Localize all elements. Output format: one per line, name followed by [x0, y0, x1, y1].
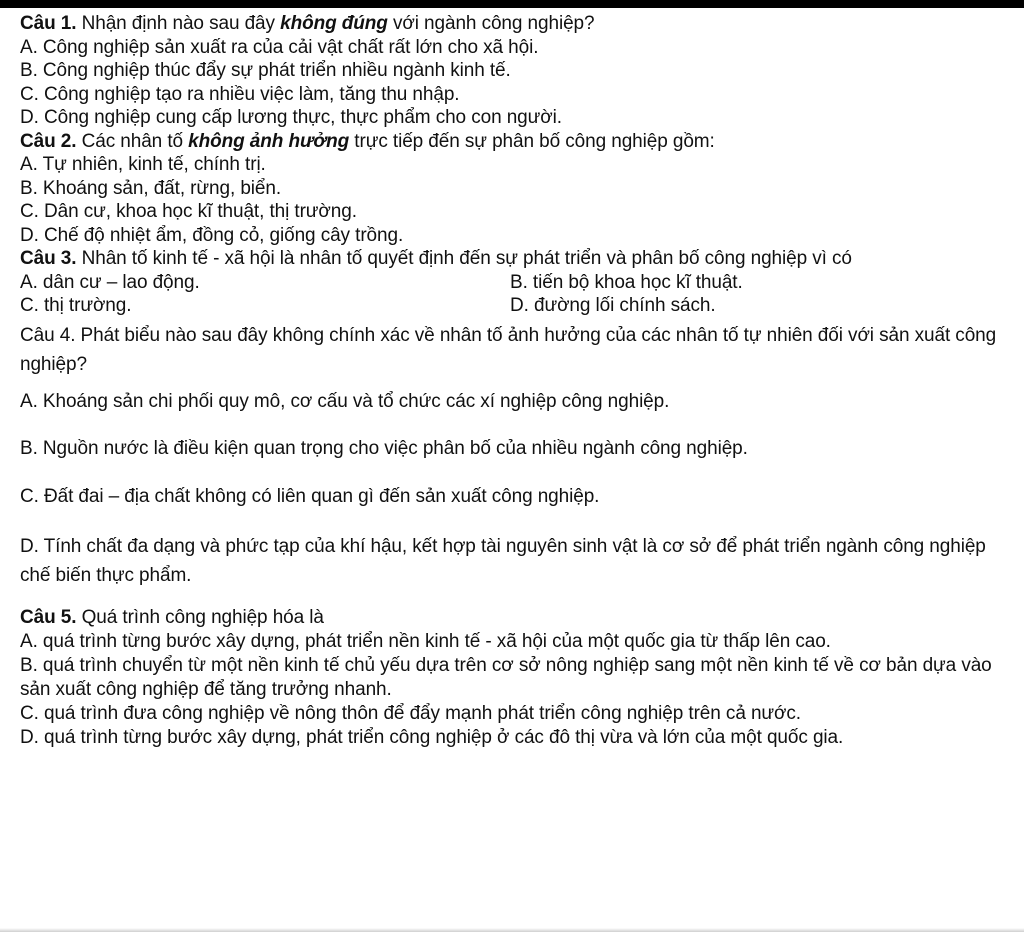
q3-option-b: B. tiến bộ khoa học kĩ thuật. — [510, 271, 743, 293]
q1-option-d: D. Công nghiệp cung cấp lương thực, thực phẩm cho con người. — [20, 107, 562, 128]
q4-option-a: A. Khoáng sản chi phối quy mô, cơ cấu và tổ chức các xí nghiệp công nghiệp. — [20, 390, 670, 412]
q3-option-c: C. thị trường. — [20, 295, 132, 316]
q1-option-b: B. Công nghiệp thúc đẩy sự phát triển nhiều ngành kinh tế. — [20, 60, 511, 81]
q1-option-c: C. Công nghiệp tạo ra nhiều việc làm, tăng thu nhập. — [20, 83, 460, 105]
bottom-edge — [0, 928, 1024, 932]
q3-option-a: A. dân cư – lao động. — [20, 271, 200, 293]
q2-option-c: C. Dân cư, khoa học kĩ thuật, thị trường. — [20, 201, 357, 222]
q3-stem — [20, 247, 1020, 271]
q3-option-d: D. đường lối chính sách. — [510, 295, 716, 316]
q2-stem-text-2: trực tiếp đến sự phân bố công nghiệp gồm: — [349, 130, 715, 152]
q3-stem-text: Nhân tố kinh tế - xã hội là nhân tố quyết định đến sự phát triển và phân bố công nghiệp vì có — [76, 248, 852, 269]
worksheet-page — [20, 12, 1020, 750]
q2-stem — [20, 130, 1020, 154]
q4-option-b: B. Nguồn nước là điều kiện quan trọng cho việc phân bố của nhiều ngành công nghiệp. — [20, 438, 748, 459]
q2-stem-text-1: Các nhân tố — [76, 130, 189, 152]
q4-option-c: C. Đất đai – địa chất không có liên quan gì đến sản xuất công nghiệp. — [20, 485, 600, 507]
q5-option-d: D. quá trình từng bước xây dựng, phát triển công nghiệp ở các đô thị vừa và lớn của một quốc gia. — [20, 726, 844, 748]
top-border — [0, 0, 1024, 8]
q1-label: Câu 1. — [20, 13, 77, 34]
q2-option-b: B. Khoáng sản, đất, rừng, biển. — [20, 177, 282, 199]
q3-options-row-2 — [20, 294, 1020, 318]
q4-option-d: D. Tính chất đa dạng và phức tạp của khí hậu, kết hợp tài nguyên sinh vật là cơ sở để phát triển ngành công nghiệp chế biến thực phẩm. — [20, 536, 986, 586]
q5-option-a: A. quá trình từng bước xây dựng, phát triển nền kinh tế - xã hội của một quốc gia từ thấp lên cao. — [20, 630, 831, 652]
q2-option-a: A. Tự nhiên, kinh tế, chính trị. — [20, 154, 266, 175]
q1-stem-text-1: Nhận định nào sau đây — [76, 13, 281, 34]
q5-option-b: B. quá trình chuyển từ một nền kinh tế chủ yếu dựa trên cơ sở nông nghiệp sang một nền kinh tế về cơ bản dựa vào sản xuất công nghiệp để tăng trưởng nhanh. — [20, 654, 992, 700]
q5-label: Câu 5. — [20, 607, 77, 628]
q1-stem — [20, 12, 1020, 36]
q1-stem-emphasis: không đúng — [280, 13, 388, 34]
q5-stem — [20, 606, 1020, 630]
q2-stem-emphasis: không ảnh hưởng — [188, 130, 350, 152]
q1-option-a: A. Công nghiệp sản xuất ra của cải vật chất rất lớn cho xã hội. — [20, 36, 539, 58]
q4-stem: Câu 4. Phát biểu nào sau đây không chính xác về nhân tố ảnh hưởng của các nhân tố tự nhiên đối với sản xuất công nghiệp? — [20, 324, 997, 375]
q1-stem-text-2: với ngành công nghiệp? — [387, 13, 595, 34]
q5-stem-text: Quá trình công nghiệp hóa là — [76, 607, 324, 628]
q2-label: Câu 2. — [20, 130, 77, 152]
q2-option-d: D. Chế độ nhiệt ẩm, đồng cỏ, giống cây trồng. — [20, 224, 404, 246]
q3-label: Câu 3. — [20, 248, 77, 269]
q5-option-c: C. quá trình đưa công nghiệp về nông thôn để đẩy mạnh phát triển công nghiệp trên cả nước. — [20, 702, 801, 724]
q3-options-row-1 — [20, 271, 1020, 295]
